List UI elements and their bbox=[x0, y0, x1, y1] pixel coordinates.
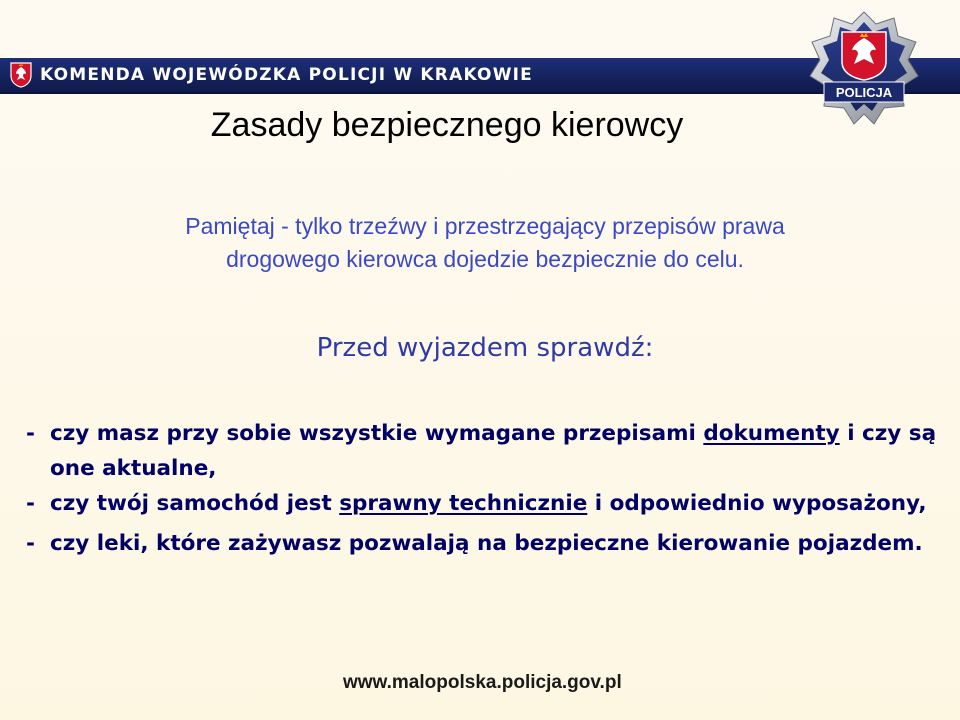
dash-bullet: - bbox=[26, 421, 35, 446]
checklist bbox=[26, 416, 946, 561]
checklist-heading: Przed wyjazdem sprawdź: bbox=[316, 333, 654, 363]
checklist-item-medication: - czy leki, które zażywasz pozwalają na bezpieczne kierowanie pojazdem. bbox=[26, 526, 946, 561]
dash-bullet: - bbox=[26, 531, 35, 556]
checklist-item-documents: - czy masz przy sobie wszystkie wymagane przepisami dokumenty i czy są one aktualne, bbox=[26, 416, 946, 486]
documents-underlined: dokumenty bbox=[703, 421, 840, 446]
dash-bullet: - bbox=[26, 491, 35, 516]
polish-emblem-icon bbox=[10, 62, 32, 88]
intro-line-1: Pamiętaj - tylko trzeźwy i przestrzegający przepisów prawa bbox=[185, 213, 785, 239]
intro-paragraph bbox=[60, 210, 910, 276]
organization-name: KOMENDA WOJEWÓDZKA POLICJI W KRAKOWIE bbox=[40, 65, 533, 85]
badge-label: POLICJA bbox=[835, 85, 893, 100]
checklist-item-vehicle: - czy twój samochód jest sprawny technicznie i odpowiednio wyposażony, bbox=[26, 486, 946, 521]
intro-line-2: drogowego kierowca dojedzie bezpiecznie do celu. bbox=[226, 246, 744, 272]
footer-website: www.malopolska.policja.gov.pl bbox=[343, 672, 622, 693]
page-title: Zasady bezpiecznego kierowcy bbox=[210, 106, 684, 144]
roadworthy-underlined: sprawny technicznie bbox=[339, 491, 588, 516]
